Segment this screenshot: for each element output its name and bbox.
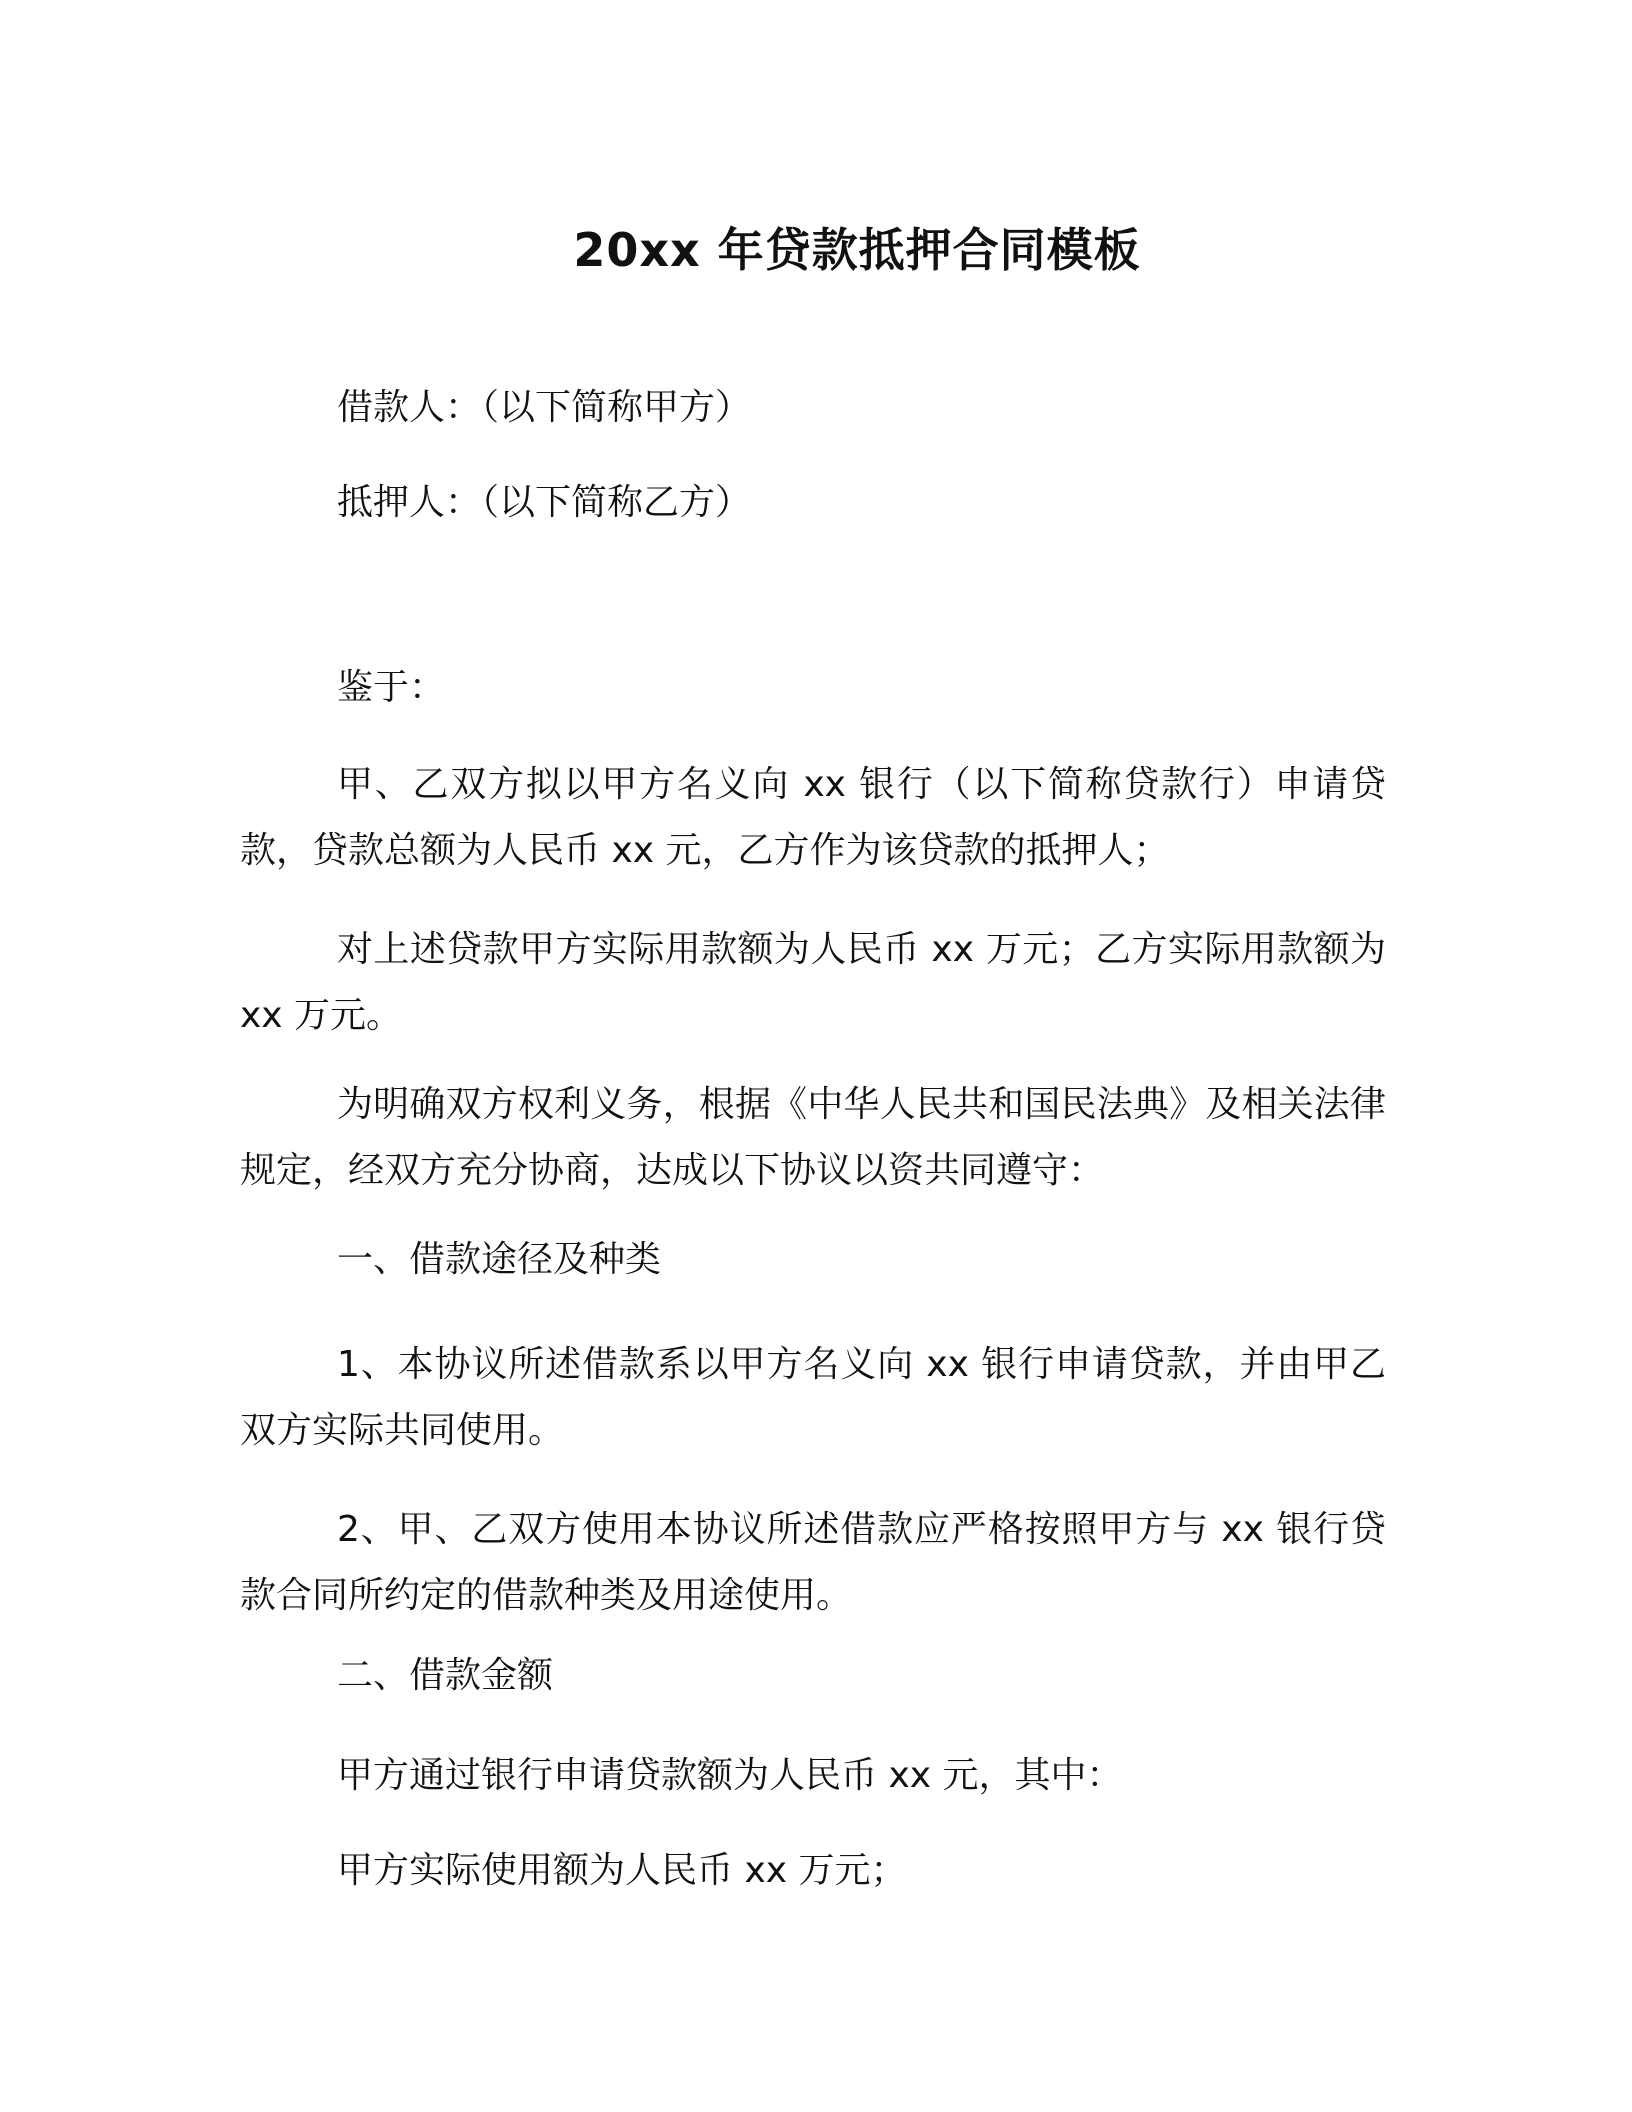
section-1-item-2: 2、甲、乙双方使用本协议所述借款应严格按照甲方与 xx 银行贷款合同所约定的借款种类及用途使用。	[240, 1509, 1386, 1616]
paragraph-2: 对上述贷款甲方实际用款额为人民币 xx 万元；乙方实际用款额为 xx 万元。	[240, 929, 1386, 1036]
section-1-heading: 一、借款途径及种类	[337, 1239, 662, 1280]
whereas-line: 鉴于：	[337, 667, 446, 708]
section-2-line-2: 甲方实际使用额为人民币 xx 万元；	[337, 1850, 907, 1891]
section-2-line-1: 甲方通过银行申请贷款额为人民币 xx 元，其中：	[337, 1755, 1123, 1796]
document-title: 20xx 年贷款抵押合同模板	[573, 223, 1141, 277]
section-1-item-1: 1、本协议所述借款系以甲方名义向 xx 银行申请贷款，并由甲乙双方实际共同使用。	[240, 1344, 1386, 1451]
paragraph-1: 甲、乙双方拟以甲方名义向 xx 银行（以下简称贷款行）申请贷款，贷款总额为人民币 xx 元，乙方作为该贷款的抵押人；	[240, 764, 1386, 871]
paragraph-3: 为明确双方权利义务，根据《中华人民共和国民法典》及相关法律规定，经双方充分协商，达成以下协议以资共同遵守：	[240, 1084, 1386, 1191]
mortgagor-line: 抵押人：（以下简称乙方）	[337, 482, 752, 523]
borrower-line: 借款人：（以下简称甲方）	[337, 387, 752, 428]
section-2-heading: 二、借款金额	[337, 1655, 554, 1696]
